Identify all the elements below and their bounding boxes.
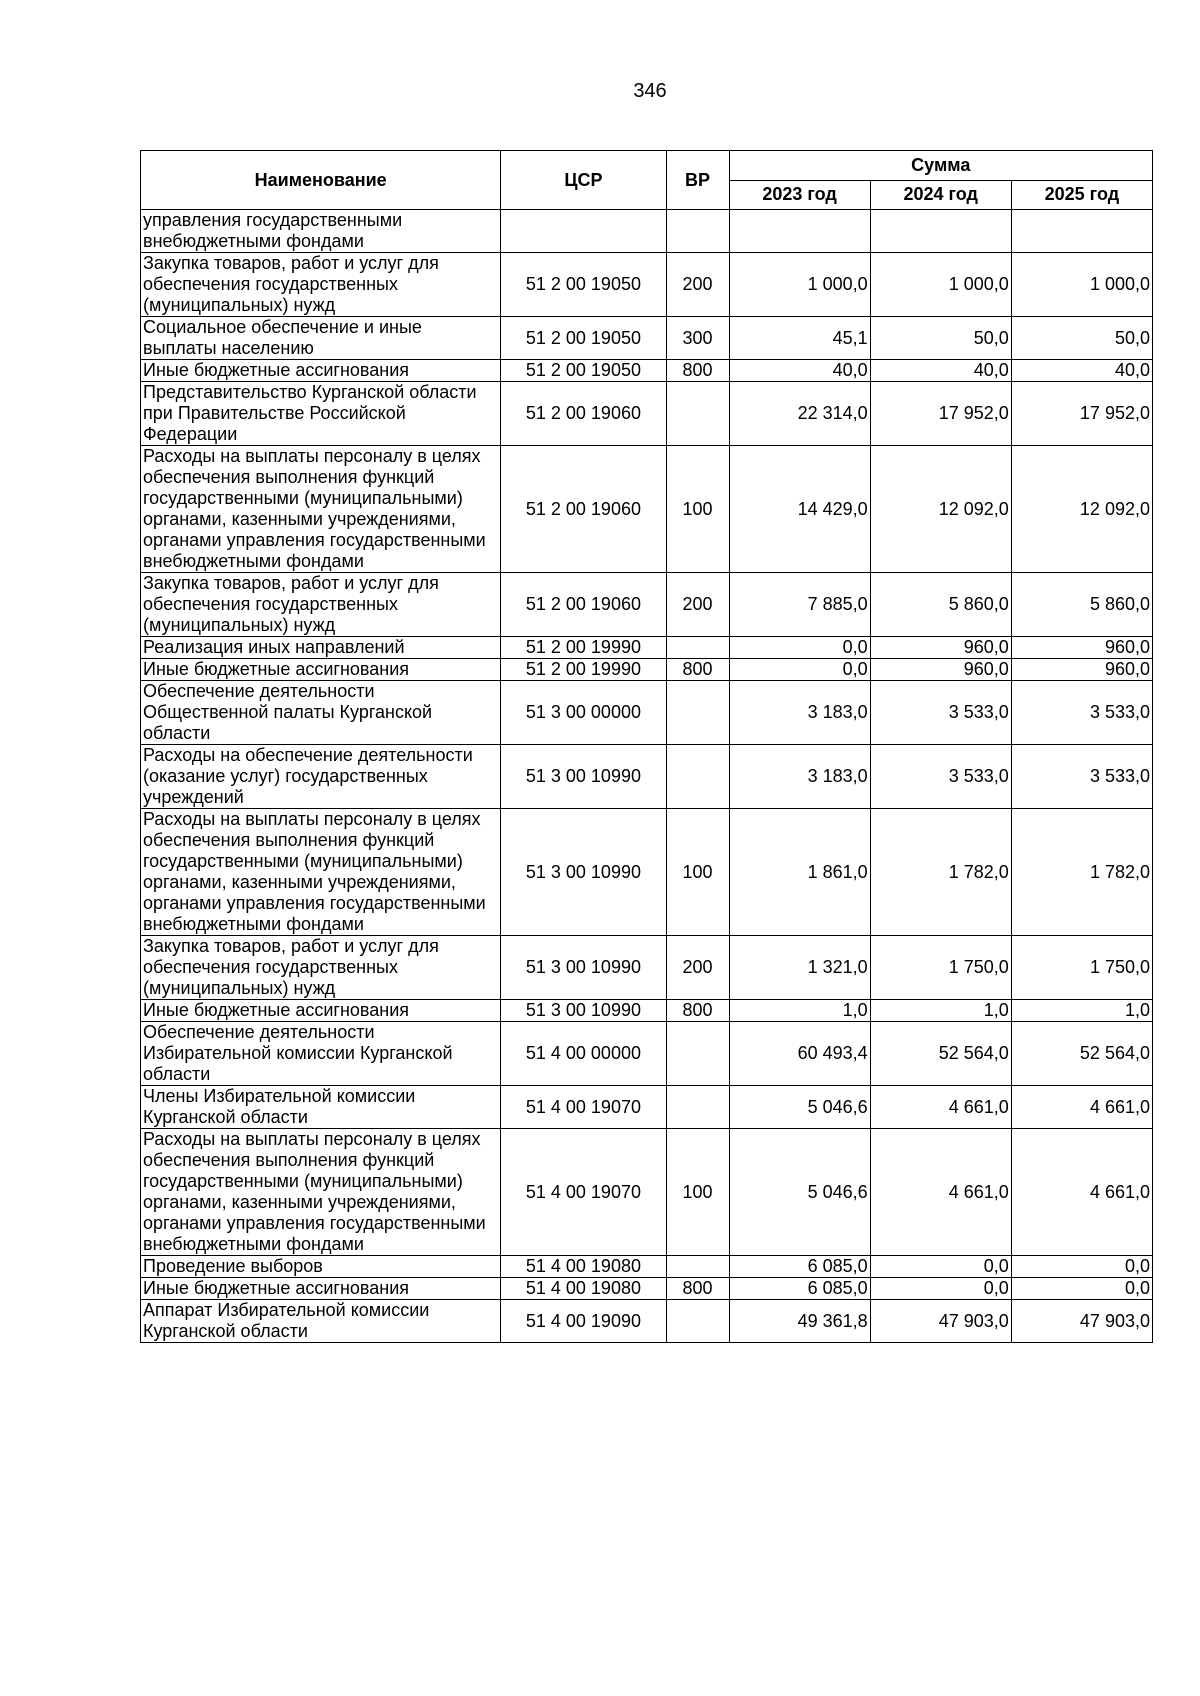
row-sum-2025-cell: 4 661,0: [1011, 1129, 1152, 1256]
row-sum-2024-cell: 50,0: [870, 317, 1011, 360]
row-name-cell: Иные бюджетные ассигнования: [141, 659, 501, 681]
row-name-cell: Расходы на выплаты персоналу в целях обеспечения выполнения функций государственными (муниципальными) органами, казенными учреждениями, органами управления государственными внебюджетными фондами: [141, 1129, 501, 1256]
row-sum-2023-cell: 14 429,0: [729, 446, 870, 573]
row-sum-2025-cell: 1 750,0: [1011, 936, 1152, 1000]
row-vr-cell: 100: [666, 1129, 729, 1256]
row-sum-2023-cell: 1 861,0: [729, 809, 870, 936]
row-csr-cell: 51 3 00 10990: [501, 1000, 666, 1022]
row-name-cell: Расходы на выплаты персоналу в целях обеспечения выполнения функций государственными (муниципальными) органами, казенными учреждениями, органами управления государственными внебюджетными фондами: [141, 446, 501, 573]
row-vr-cell: 200: [666, 936, 729, 1000]
row-sum-2023-cell: [729, 210, 870, 253]
row-sum-2024-cell: 3 533,0: [870, 745, 1011, 809]
row-sum-2025-cell: 50,0: [1011, 317, 1152, 360]
table-row: [141, 382, 1153, 446]
row-name-cell: Иные бюджетные ассигнования: [141, 360, 501, 382]
row-vr-cell: [666, 1086, 729, 1129]
table-row: [141, 317, 1153, 360]
row-csr-cell: 51 3 00 10990: [501, 809, 666, 936]
row-sum-2024-cell: 5 860,0: [870, 573, 1011, 637]
row-name-cell: Проведение выборов: [141, 1256, 501, 1278]
header-name: Наименование: [141, 151, 501, 210]
row-csr-cell: 51 3 00 00000: [501, 681, 666, 745]
row-csr-cell: 51 4 00 00000: [501, 1022, 666, 1086]
row-csr-cell: [501, 210, 666, 253]
row-sum-2025-cell: 52 564,0: [1011, 1022, 1152, 1086]
row-csr-cell: 51 3 00 10990: [501, 745, 666, 809]
table-row: [141, 681, 1153, 745]
row-csr-cell: 51 2 00 19050: [501, 360, 666, 382]
row-sum-2023-cell: 6 085,0: [729, 1256, 870, 1278]
row-sum-2025-cell: 47 903,0: [1011, 1300, 1152, 1343]
row-sum-2025-cell: 3 533,0: [1011, 745, 1152, 809]
row-sum-2024-cell: 960,0: [870, 659, 1011, 681]
row-name-cell: Реализация иных направлений: [141, 637, 501, 659]
header-year-2024: 2024 год: [870, 180, 1011, 210]
header-csr: ЦСР: [501, 151, 666, 210]
row-sum-2024-cell: 0,0: [870, 1278, 1011, 1300]
row-vr-cell: 300: [666, 317, 729, 360]
row-sum-2024-cell: [870, 210, 1011, 253]
row-vr-cell: 800: [666, 360, 729, 382]
row-vr-cell: [666, 1022, 729, 1086]
header-year-2023: 2023 год: [729, 180, 870, 210]
row-vr-cell: [666, 1256, 729, 1278]
row-name-cell: Аппарат Избирательной комиссии Курганской области: [141, 1300, 501, 1343]
row-vr-cell: 100: [666, 809, 729, 936]
row-vr-cell: 200: [666, 253, 729, 317]
row-sum-2023-cell: 49 361,8: [729, 1300, 870, 1343]
row-name-cell: Обеспечение деятельности Избирательной комиссии Курганской области: [141, 1022, 501, 1086]
row-csr-cell: 51 2 00 19060: [501, 573, 666, 637]
table-row: [141, 1022, 1153, 1086]
row-sum-2024-cell: 1 000,0: [870, 253, 1011, 317]
row-name-cell: Члены Избирательной комиссии Курганской области: [141, 1086, 501, 1129]
row-sum-2025-cell: 5 860,0: [1011, 573, 1152, 637]
row-sum-2023-cell: 7 885,0: [729, 573, 870, 637]
row-csr-cell: 51 2 00 19990: [501, 637, 666, 659]
row-sum-2024-cell: 52 564,0: [870, 1022, 1011, 1086]
header-sum: Сумма: [729, 151, 1152, 181]
row-vr-cell: [666, 637, 729, 659]
row-sum-2025-cell: 3 533,0: [1011, 681, 1152, 745]
row-sum-2024-cell: 1,0: [870, 1000, 1011, 1022]
row-vr-cell: [666, 382, 729, 446]
row-vr-cell: 800: [666, 1278, 729, 1300]
table-row: [141, 1278, 1153, 1300]
row-csr-cell: 51 2 00 19050: [501, 253, 666, 317]
row-sum-2023-cell: 3 183,0: [729, 681, 870, 745]
header-vr: ВР: [666, 151, 729, 210]
table-row: [141, 210, 1153, 253]
row-name-cell: Иные бюджетные ассигнования: [141, 1278, 501, 1300]
row-vr-cell: [666, 681, 729, 745]
row-sum-2024-cell: 12 092,0: [870, 446, 1011, 573]
row-name-cell: Иные бюджетные ассигнования: [141, 1000, 501, 1022]
table-row: [141, 1129, 1153, 1256]
row-csr-cell: 51 2 00 19050: [501, 317, 666, 360]
row-sum-2025-cell: 960,0: [1011, 659, 1152, 681]
row-vr-cell: 800: [666, 659, 729, 681]
row-csr-cell: 51 4 00 19080: [501, 1256, 666, 1278]
row-sum-2025-cell: 17 952,0: [1011, 382, 1152, 446]
row-sum-2024-cell: 17 952,0: [870, 382, 1011, 446]
row-csr-cell: 51 4 00 19080: [501, 1278, 666, 1300]
row-sum-2023-cell: 1 321,0: [729, 936, 870, 1000]
table-header: [141, 151, 1153, 210]
table-row: [141, 745, 1153, 809]
row-sum-2025-cell: [1011, 210, 1152, 253]
table-row: [141, 1086, 1153, 1129]
table-row: [141, 1000, 1153, 1022]
table-body: [141, 210, 1153, 1343]
row-csr-cell: 51 3 00 10990: [501, 936, 666, 1000]
table-row: [141, 446, 1153, 573]
row-csr-cell: 51 2 00 19990: [501, 659, 666, 681]
row-sum-2023-cell: 5 046,6: [729, 1129, 870, 1256]
page-number: 346: [633, 80, 667, 102]
row-name-cell: Социальное обеспечение и иные выплаты населению: [141, 317, 501, 360]
table-row: [141, 659, 1153, 681]
table-row: [141, 253, 1153, 317]
row-name-cell: Закупка товаров, работ и услуг для обеспечения государственных (муниципальных) нужд: [141, 573, 501, 637]
row-sum-2023-cell: 22 314,0: [729, 382, 870, 446]
row-sum-2023-cell: 60 493,4: [729, 1022, 870, 1086]
row-csr-cell: 51 4 00 19070: [501, 1129, 666, 1256]
row-sum-2025-cell: 1 000,0: [1011, 253, 1152, 317]
row-csr-cell: 51 4 00 19090: [501, 1300, 666, 1343]
row-sum-2023-cell: 45,1: [729, 317, 870, 360]
table-row: [141, 637, 1153, 659]
header-year-2025: 2025 год: [1011, 180, 1152, 210]
row-name-cell: Расходы на обеспечение деятельности (оказание услуг) государственных учреждений: [141, 745, 501, 809]
row-sum-2025-cell: 0,0: [1011, 1256, 1152, 1278]
row-sum-2025-cell: 1 782,0: [1011, 809, 1152, 936]
row-sum-2023-cell: 3 183,0: [729, 745, 870, 809]
row-sum-2024-cell: 3 533,0: [870, 681, 1011, 745]
budget-table: [140, 150, 1153, 1343]
row-name-cell: Обеспечение деятельности Общественной палаты Курганской области: [141, 681, 501, 745]
row-sum-2024-cell: 47 903,0: [870, 1300, 1011, 1343]
row-vr-cell: [666, 210, 729, 253]
row-name-cell: Закупка товаров, работ и услуг для обеспечения государственных (муниципальных) нужд: [141, 253, 501, 317]
row-sum-2024-cell: 40,0: [870, 360, 1011, 382]
row-vr-cell: 200: [666, 573, 729, 637]
row-sum-2024-cell: 4 661,0: [870, 1086, 1011, 1129]
row-sum-2025-cell: 960,0: [1011, 637, 1152, 659]
row-vr-cell: [666, 1300, 729, 1343]
row-name-cell: управления государственными внебюджетными фондами: [141, 210, 501, 253]
row-sum-2024-cell: 4 661,0: [870, 1129, 1011, 1256]
table-row: [141, 1256, 1153, 1278]
row-vr-cell: 800: [666, 1000, 729, 1022]
row-sum-2023-cell: 5 046,6: [729, 1086, 870, 1129]
table-row: [141, 936, 1153, 1000]
row-name-cell: Расходы на выплаты персоналу в целях обеспечения выполнения функций государственными (муниципальными) органами, казенными учреждениями, органами управления государственными внебюджетными фондами: [141, 809, 501, 936]
row-vr-cell: 100: [666, 446, 729, 573]
row-sum-2023-cell: 6 085,0: [729, 1278, 870, 1300]
row-sum-2025-cell: 0,0: [1011, 1278, 1152, 1300]
row-sum-2024-cell: 1 782,0: [870, 809, 1011, 936]
row-sum-2023-cell: 0,0: [729, 659, 870, 681]
row-name-cell: Представительство Курганской области при Правительстве Российской Федерации: [141, 382, 501, 446]
table-row: [141, 360, 1153, 382]
row-vr-cell: [666, 745, 729, 809]
row-sum-2025-cell: 12 092,0: [1011, 446, 1152, 573]
row-csr-cell: 51 2 00 19060: [501, 382, 666, 446]
row-sum-2024-cell: 1 750,0: [870, 936, 1011, 1000]
row-name-cell: Закупка товаров, работ и услуг для обеспечения государственных (муниципальных) нужд: [141, 936, 501, 1000]
row-csr-cell: 51 4 00 19070: [501, 1086, 666, 1129]
table-row: [141, 809, 1153, 936]
row-sum-2024-cell: 960,0: [870, 637, 1011, 659]
row-sum-2024-cell: 0,0: [870, 1256, 1011, 1278]
row-sum-2023-cell: 0,0: [729, 637, 870, 659]
row-csr-cell: 51 2 00 19060: [501, 446, 666, 573]
table-row: [141, 573, 1153, 637]
row-sum-2023-cell: 40,0: [729, 360, 870, 382]
row-sum-2025-cell: 40,0: [1011, 360, 1152, 382]
row-sum-2025-cell: 1,0: [1011, 1000, 1152, 1022]
row-sum-2025-cell: 4 661,0: [1011, 1086, 1152, 1129]
table-row: [141, 1300, 1153, 1343]
row-sum-2023-cell: 1,0: [729, 1000, 870, 1022]
row-sum-2023-cell: 1 000,0: [729, 253, 870, 317]
